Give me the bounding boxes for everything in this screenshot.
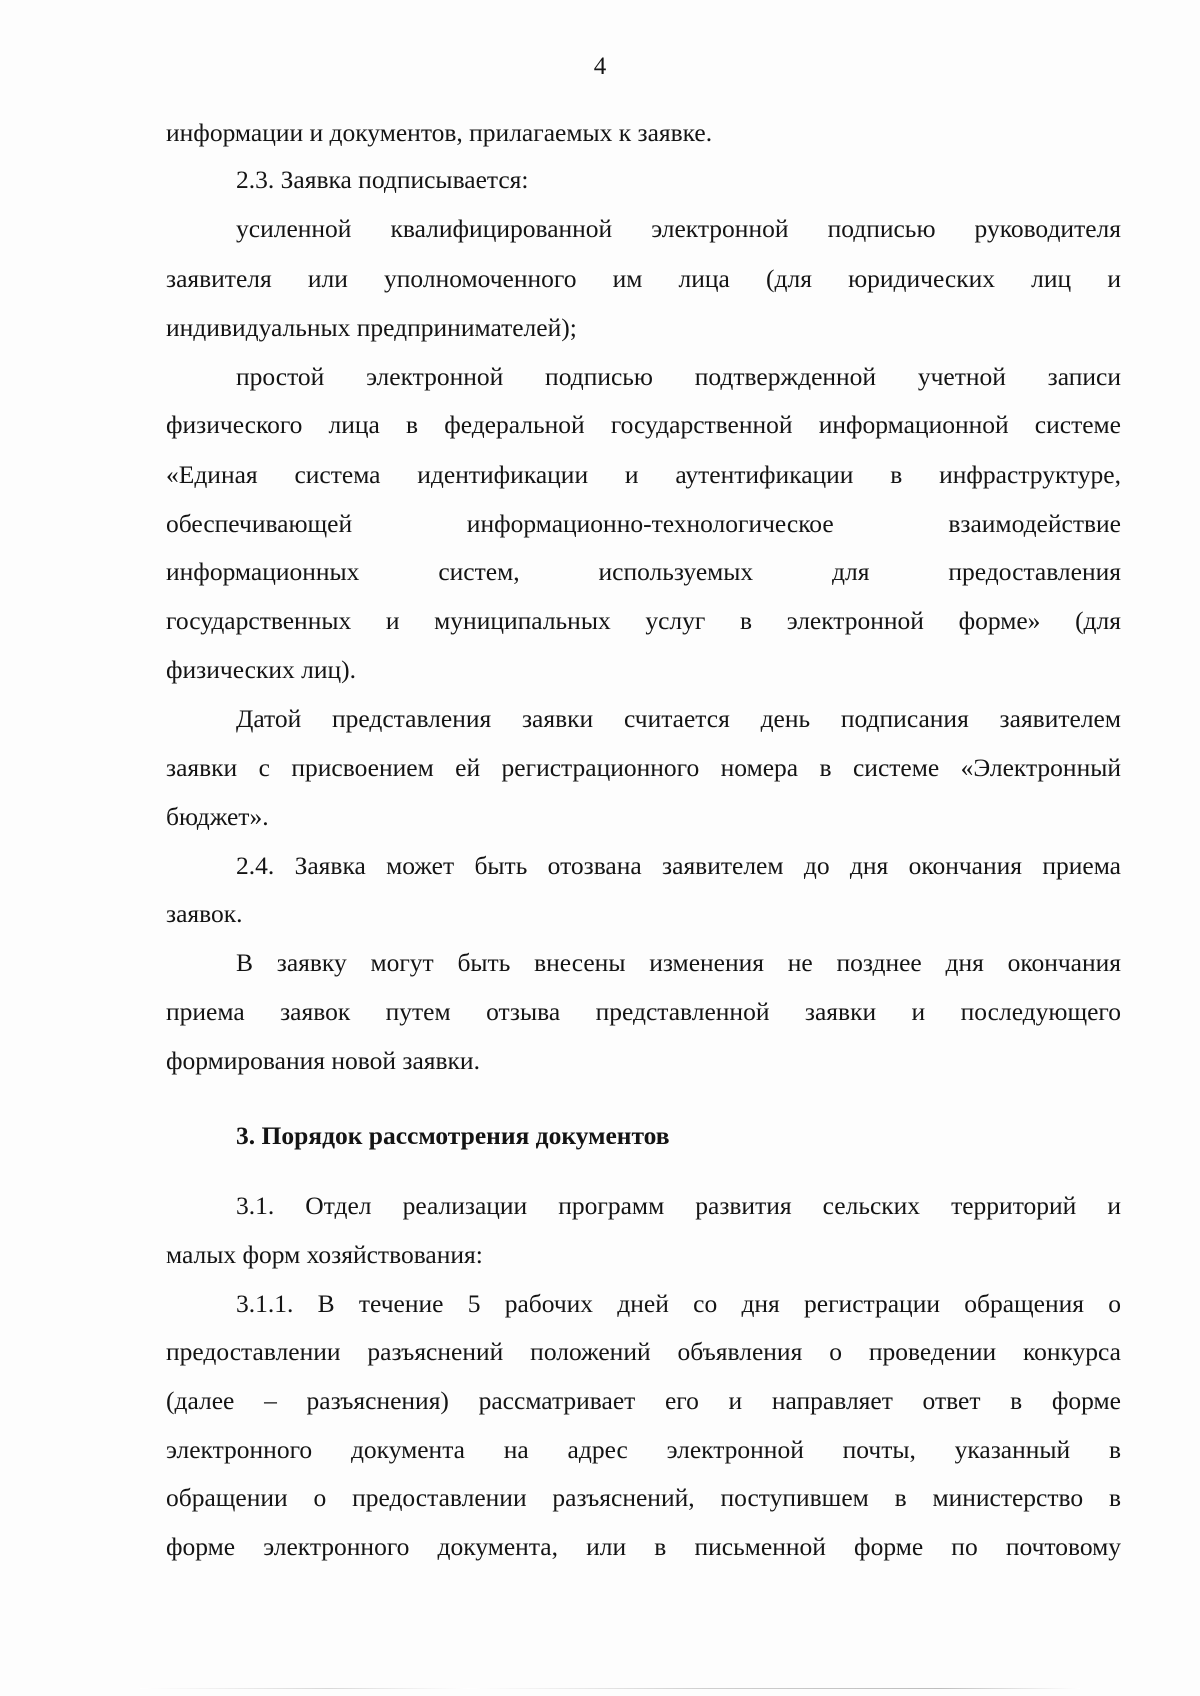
- text-line: формирования новой заявки.: [166, 1046, 480, 1075]
- text-line: обеспечивающей информационно-технологическое взаимодействие: [166, 509, 1121, 538]
- text-line: информации и документов, прилагаемых к заявке.: [166, 118, 713, 147]
- scan-edge-artifact: [140, 1688, 1080, 1689]
- text-line: форме электронного документа, или в письменной форме по почтовому: [166, 1532, 1121, 1561]
- text-line: усиленной квалифицированной электронной подписью руководителя: [236, 214, 1121, 243]
- text-line: «Единая система идентификации и аутентификации в инфраструктуре,: [166, 460, 1121, 489]
- section-heading: 3. Порядок рассмотрения документов: [236, 1121, 670, 1150]
- page-number: 4: [593, 53, 607, 80]
- text-line: государственных и муниципальных услуг в электронной форме» (для: [166, 606, 1121, 635]
- text-line: приема заявок путем отзыва представленной заявки и последующего: [166, 997, 1121, 1026]
- text-line: заявки с присвоением ей регистрационного номера в системе «Электронный: [166, 753, 1121, 782]
- text-line: Датой представления заявки считается день подписания заявителем: [236, 704, 1121, 733]
- text-line: информационных систем, используемых для предоставления: [166, 557, 1121, 586]
- text-line: заявителя или уполномоченного им лица (для юридических лиц и: [166, 264, 1121, 293]
- text-line: 2.4. Заявка может быть отозвана заявителем до дня окончания приема: [236, 851, 1121, 880]
- text-line: физических лиц).: [166, 655, 357, 684]
- text-line: 3.1. Отдел реализации программ развития сельских территорий и: [236, 1191, 1121, 1220]
- text-line: 2.3. Заявка подписывается:: [236, 165, 529, 194]
- text-line: заявок.: [166, 899, 243, 928]
- text-line: обращении о предоставлении разъяснений, поступившем в министерство в: [166, 1483, 1121, 1512]
- text-line: (далее – разъяснения) рассматривает его и направляет ответ в форме: [166, 1386, 1121, 1415]
- text-line: простой электронной подписью подтвержденной учетной записи: [236, 362, 1121, 391]
- text-line: В заявку могут быть внесены изменения не позднее дня окончания: [236, 948, 1121, 977]
- text-line: индивидуальных предпринимателей);: [166, 313, 577, 342]
- text-line: предоставлении разъяснений положений объявления о проведении конкурса: [166, 1337, 1121, 1366]
- text-line: физического лица в федеральной государственной информационной системе: [166, 410, 1121, 439]
- text-line: бюджет».: [166, 802, 269, 831]
- text-line: электронного документа на адрес электронной почты, указанный в: [166, 1435, 1121, 1464]
- text-line: 3.1.1. В течение 5 рабочих дней со дня регистрации обращения о: [236, 1289, 1121, 1318]
- text-line: малых форм хозяйствования:: [166, 1240, 483, 1269]
